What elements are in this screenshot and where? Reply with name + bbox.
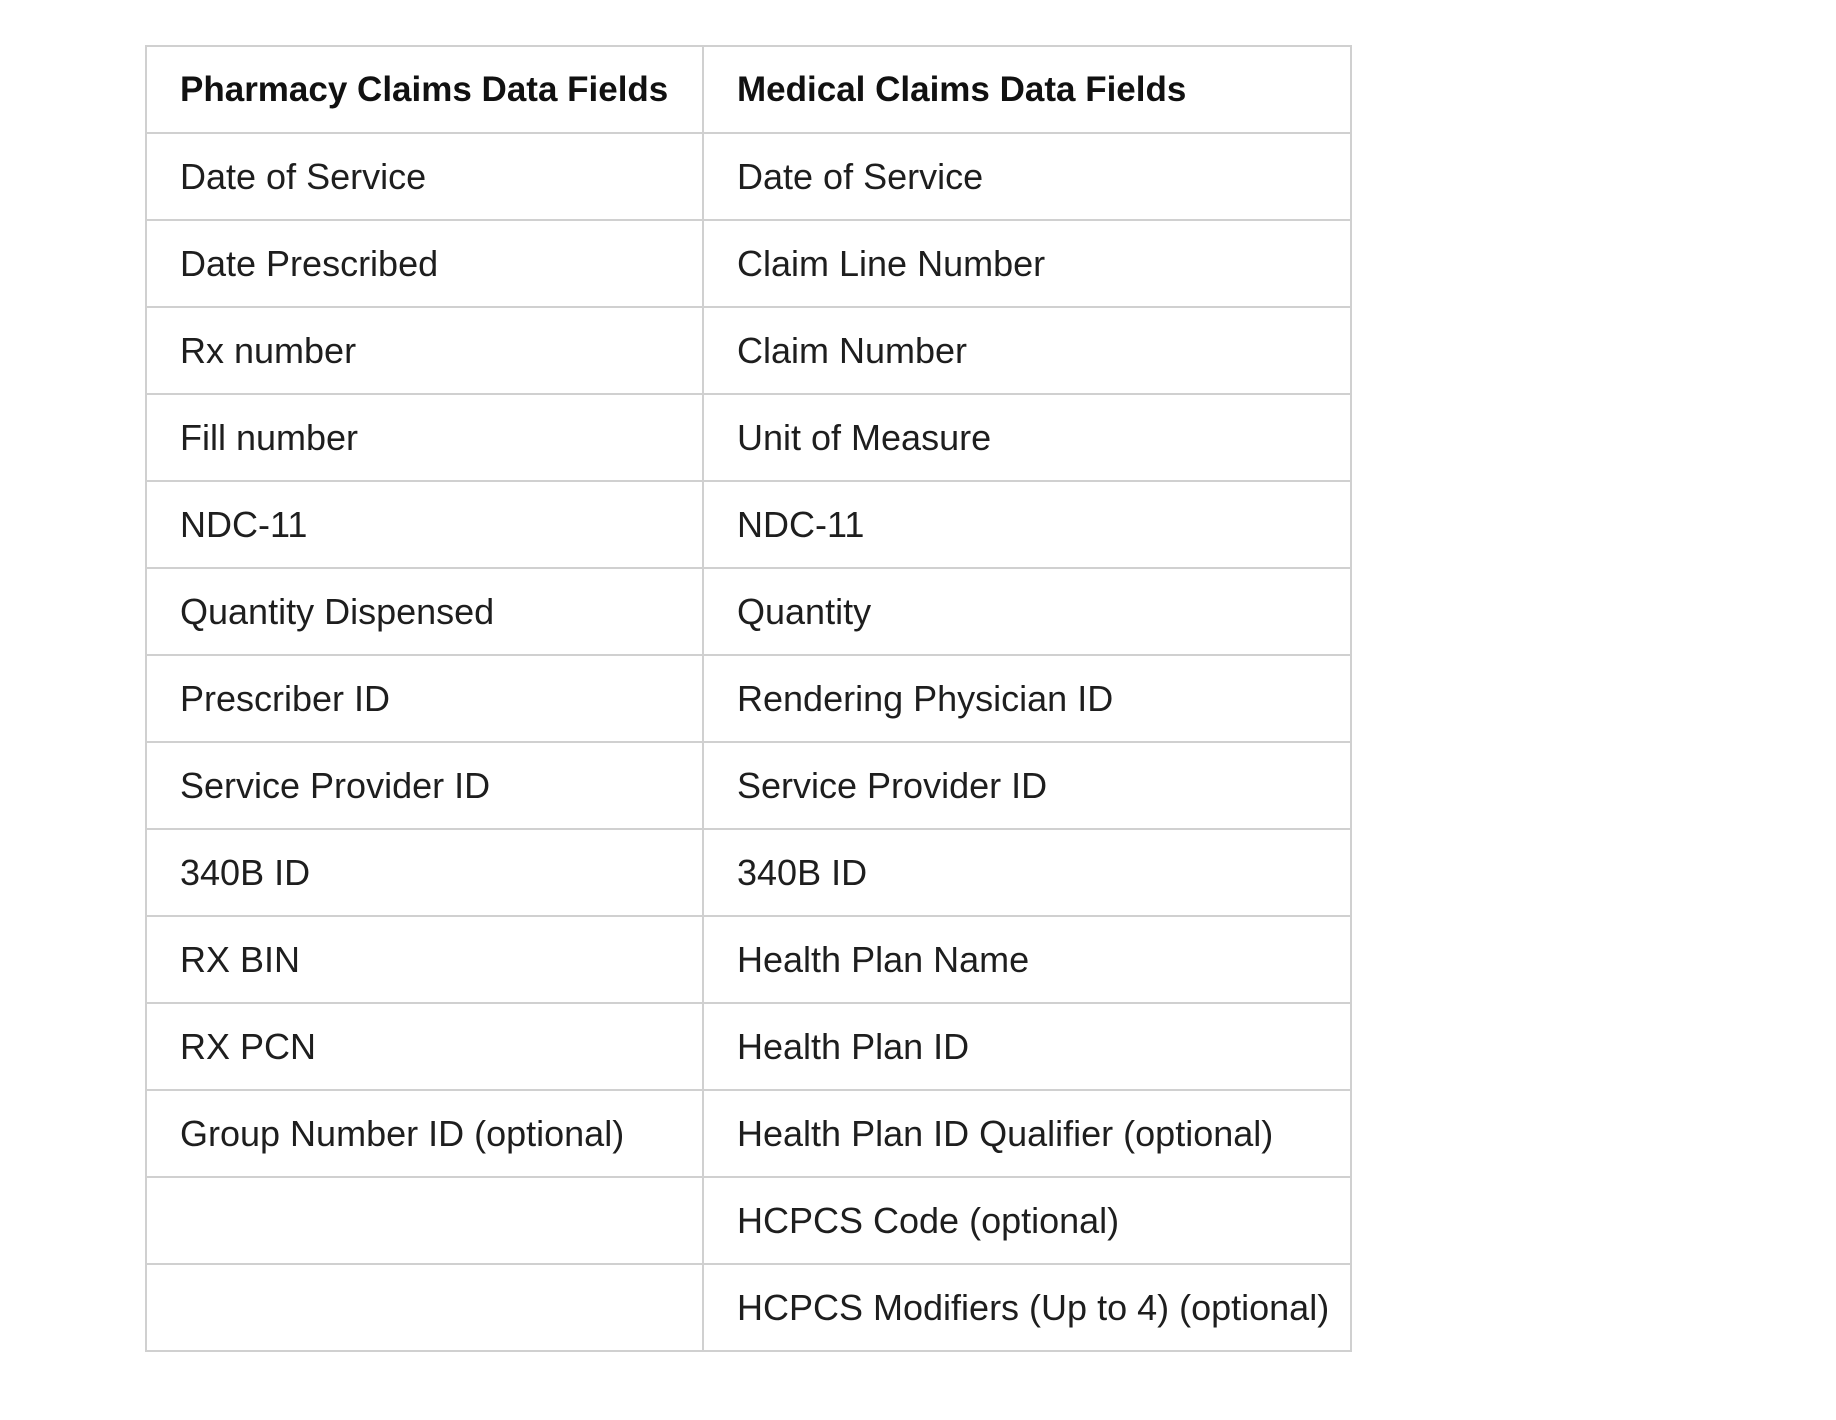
table-row [146, 1177, 1351, 1264]
table-body [146, 133, 1351, 1351]
medical-field: Service Provider ID [703, 742, 1351, 829]
table-row [146, 481, 1351, 568]
medical-field: NDC-11 [703, 481, 1351, 568]
table-row [146, 916, 1351, 1003]
medical-field: Health Plan ID Qualifier (optional) [703, 1090, 1351, 1177]
table-row [146, 1090, 1351, 1177]
medical-field: Health Plan ID [703, 1003, 1351, 1090]
medical-field: Health Plan Name [703, 916, 1351, 1003]
header-row [146, 46, 1351, 133]
table-row [146, 568, 1351, 655]
pharmacy-field: Service Provider ID [146, 742, 703, 829]
pharmacy-field: RX BIN [146, 916, 703, 1003]
table-row [146, 133, 1351, 220]
pharmacy-field: Quantity Dispensed [146, 568, 703, 655]
medical-field: HCPCS Code (optional) [703, 1177, 1351, 1264]
table-row [146, 655, 1351, 742]
header-medical-claims: Medical Claims Data Fields [703, 46, 1351, 133]
pharmacy-field: RX PCN [146, 1003, 703, 1090]
medical-field: Date of Service [703, 133, 1351, 220]
table-row [146, 829, 1351, 916]
table-row [146, 1264, 1351, 1351]
medical-field: Unit of Measure [703, 394, 1351, 481]
pharmacy-field: Date of Service [146, 133, 703, 220]
pharmacy-field-empty [146, 1177, 703, 1264]
pharmacy-field: Rx number [146, 307, 703, 394]
pharmacy-field: Group Number ID (optional) [146, 1090, 703, 1177]
pharmacy-field: Prescriber ID [146, 655, 703, 742]
pharmacy-field: NDC-11 [146, 481, 703, 568]
medical-field: 340B ID [703, 829, 1351, 916]
pharmacy-field: 340B ID [146, 829, 703, 916]
table-row [146, 307, 1351, 394]
table-row [146, 220, 1351, 307]
medical-field: Rendering Physician ID [703, 655, 1351, 742]
table-header [146, 46, 1351, 133]
claims-data-fields-table [145, 45, 1352, 1352]
pharmacy-field: Fill number [146, 394, 703, 481]
pharmacy-field: Date Prescribed [146, 220, 703, 307]
header-pharmacy-claims: Pharmacy Claims Data Fields [146, 46, 703, 133]
table-row [146, 1003, 1351, 1090]
table-row [146, 394, 1351, 481]
pharmacy-field-empty [146, 1264, 703, 1351]
medical-field: Claim Line Number [703, 220, 1351, 307]
table-row [146, 742, 1351, 829]
medical-field: HCPCS Modifiers (Up to 4) (optional) [703, 1264, 1351, 1351]
medical-field: Claim Number [703, 307, 1351, 394]
medical-field: Quantity [703, 568, 1351, 655]
